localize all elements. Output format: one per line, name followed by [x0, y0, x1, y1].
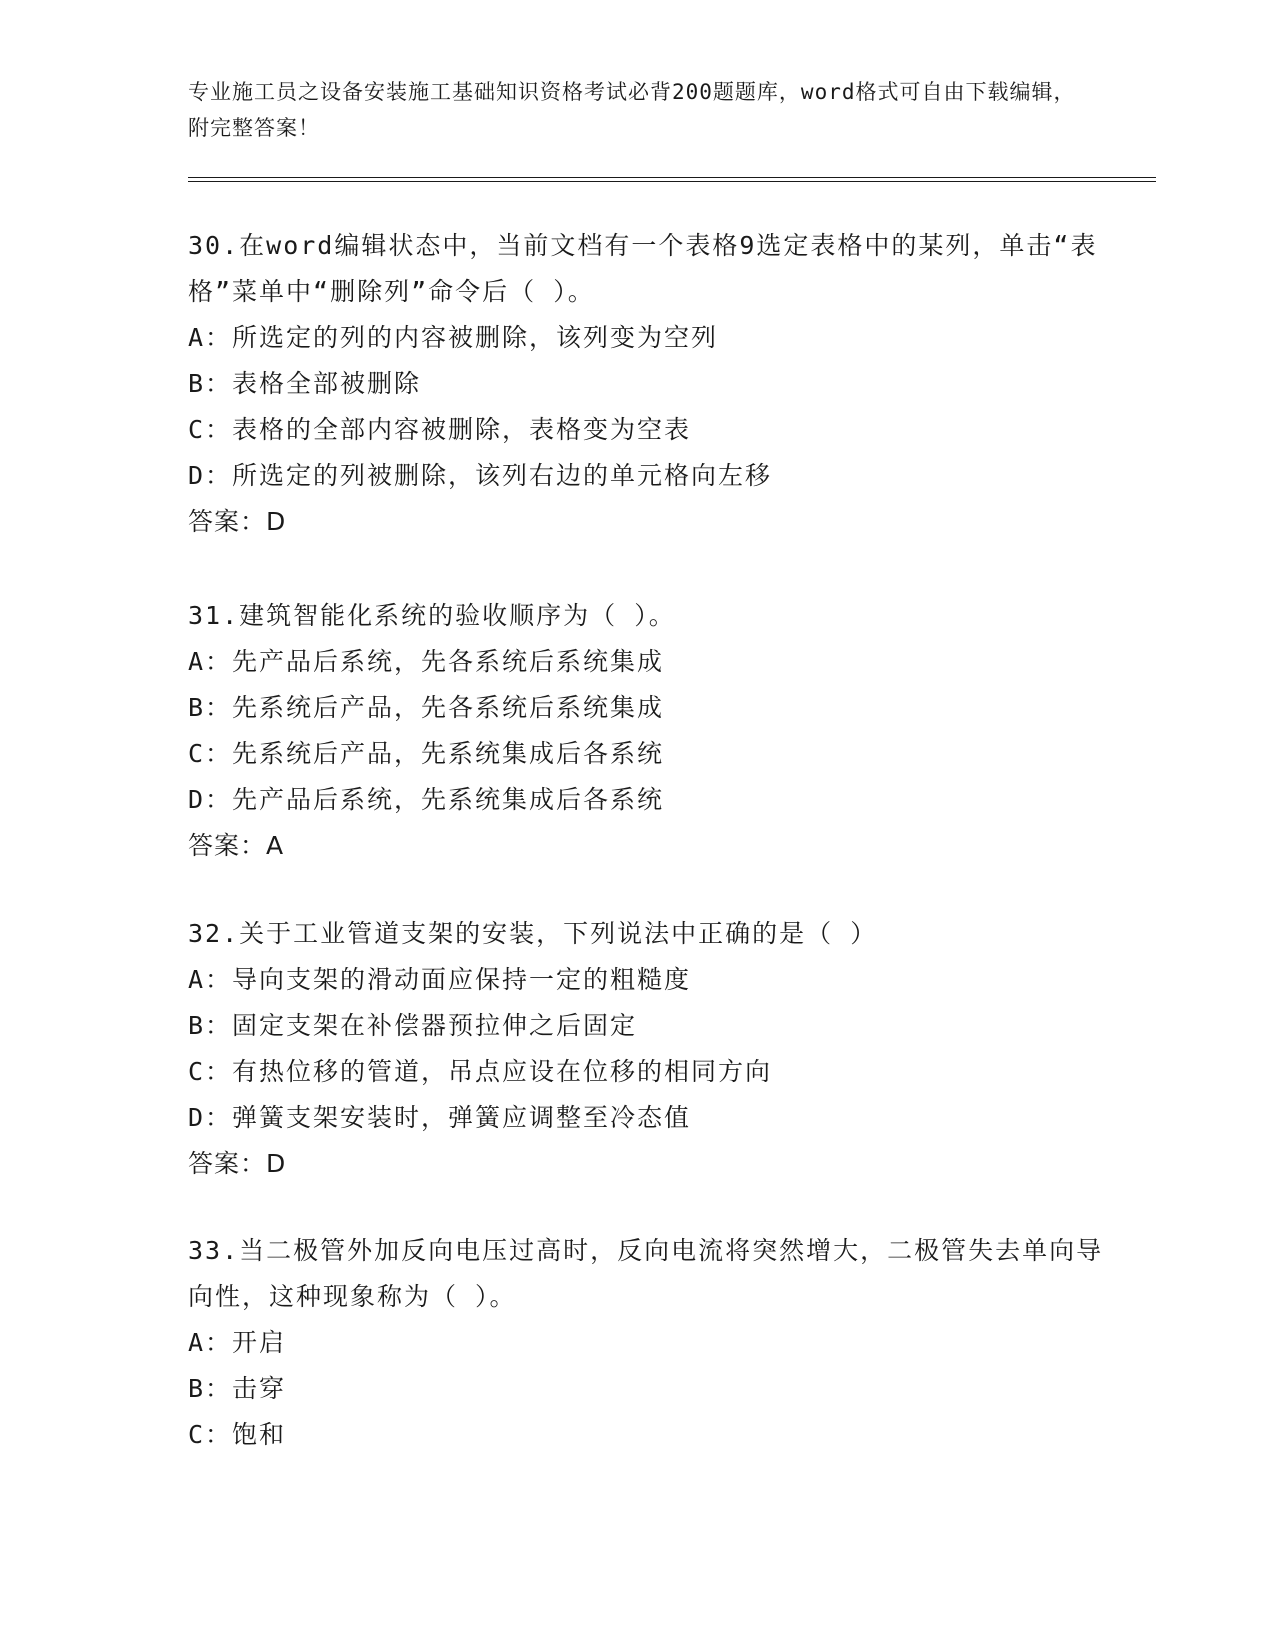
option-b: B：先系统后产品，先各系统后系统集成 [188, 693, 665, 722]
option-d: D：先产品后系统，先系统集成后各系统 [188, 785, 665, 814]
question-stem: 33.当二极管外加反向电压过高时，反向电流将突然增大，二极管失去单向导向性，这种现象称为（ ）。 [188, 1236, 1104, 1311]
option-d: D：所选定的列被删除，该列右边的单元格向左移 [188, 461, 773, 490]
option-a: A：所选定的列的内容被删除，该列变为空列 [188, 323, 719, 352]
question-stem: 30.在word编辑状态中，当前文档有一个表格9选定表格中的某列，单击“表格”菜单中“删除列”命令后（ ）。 [188, 231, 1098, 306]
option-b: B：固定支架在补偿器预拉伸之后固定 [188, 1011, 638, 1040]
answer: 答案：A [188, 831, 285, 860]
option-c: C：饱和 [188, 1420, 287, 1449]
question-stem: 31.建筑智能化系统的验收顺序为（ ）。 [188, 601, 676, 630]
header-divider [188, 177, 1156, 182]
option-c: C：先系统后产品，先系统集成后各系统 [188, 739, 665, 768]
answer: 答案：D [188, 1149, 287, 1178]
question-31 [188, 593, 1108, 869]
question-33 [188, 1228, 1108, 1458]
option-a: A：导向支架的滑动面应保持一定的粗糙度 [188, 965, 692, 994]
option-a: A：开启 [188, 1328, 287, 1357]
option-b: B：击穿 [188, 1374, 287, 1403]
option-c: C：表格的全部内容被删除，表格变为空表 [188, 415, 692, 444]
option-c: C：有热位移的管道，吊点应设在位移的相同方向 [188, 1057, 773, 1086]
question-30 [188, 223, 1108, 545]
option-a: A：先产品后系统，先各系统后系统集成 [188, 647, 665, 676]
option-d: D：弹簧支架安装时，弹簧应调整至冷态值 [188, 1103, 692, 1132]
document-header: 专业施工员之设备安装施工基础知识资格考试必背200题题库，word格式可自由下载编辑，附完整答案！ [188, 80, 1076, 140]
question-stem: 32.关于工业管道支架的安装，下列说法中正确的是（ ） [188, 919, 878, 948]
option-b: B：表格全部被删除 [188, 369, 422, 398]
question-32 [188, 911, 1108, 1187]
answer: 答案：D [188, 507, 287, 536]
